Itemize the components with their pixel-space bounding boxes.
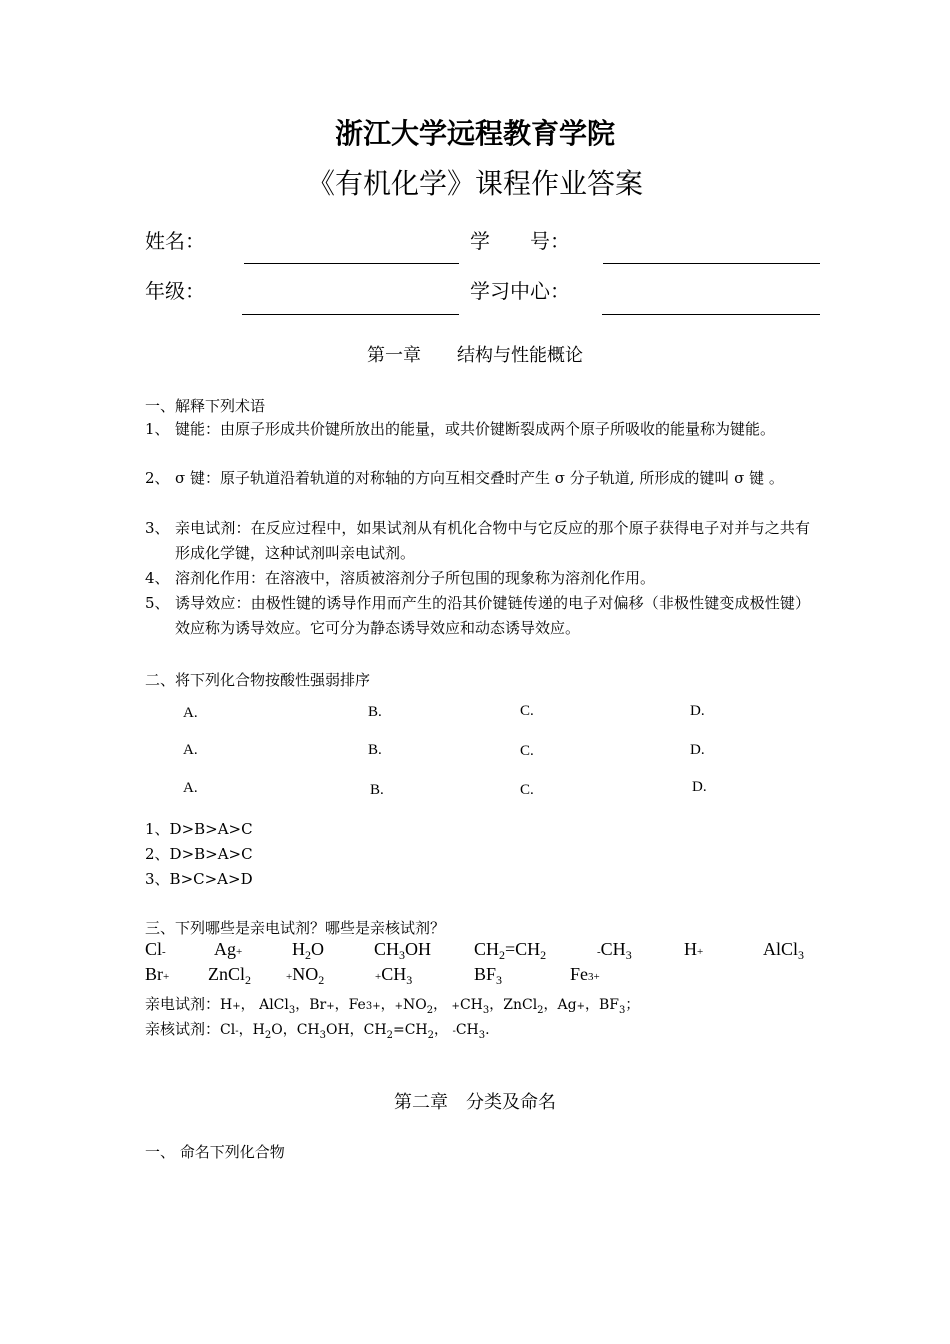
species-methanol: $CH_3OH$ xyxy=(374,939,432,962)
chapter1-title: 第一章 结构与性能概论 xyxy=(367,345,583,366)
option-2d: D. xyxy=(690,742,705,758)
term-text: 键能：由原子形成共价键所放出的能量，或共价键断裂成两个原子所吸收的能量称为键能。 xyxy=(175,420,776,438)
term-text: 溶剂化作用：在溶液中，溶质被溶剂分子所包围的现象称为溶剂化作用。 xyxy=(175,569,656,587)
student-id-label: 学 号： xyxy=(470,229,570,253)
option-2a: A. xyxy=(183,742,198,758)
species-fe3-cation: Fe3+ xyxy=(570,964,600,984)
term-number: 5、 xyxy=(145,594,170,612)
section1-heading: 一、解释下列术语 xyxy=(145,397,266,415)
term-item-3 xyxy=(145,516,810,566)
species-nitronium: $+NO_2$ xyxy=(286,964,325,987)
species-zncl2: ZnCl$_2$ xyxy=(208,964,252,987)
option-1c: C. xyxy=(520,703,534,719)
student-id-underline[interactable] xyxy=(603,263,820,264)
term-text: σ 键：原子轨道沿着轨道的对称轴的方向互相交叠时产生 σ 分子轨道, 所形成的键叫 σ 键 。 xyxy=(175,469,784,487)
answer-1: 1、D>B>A>C xyxy=(145,820,253,838)
species-ag-cation: Ag+ xyxy=(214,939,243,959)
species-cl-anion: Cl- xyxy=(145,939,166,959)
course-title: 《有机化学》课程作业答案 xyxy=(306,167,643,200)
term-number: 3、 xyxy=(145,519,170,537)
term-item-1 xyxy=(145,417,810,442)
option-1a: A. xyxy=(183,705,198,721)
center-underline[interactable] xyxy=(602,314,820,315)
section3-heading: 三、下列哪些是亲电试剂？哪些是亲核试剂？ xyxy=(145,919,446,937)
electrophile-answer: 亲电试剂：H+， AlCl$_3$，Br+，Fe3+，$+NO_2$， $+CH_3$，ZnCl$_2$，Ag+，$BF_3$； xyxy=(145,995,640,1016)
chapter2-title: 第二章 分类及命名 xyxy=(394,1092,556,1113)
name-label: 姓名： xyxy=(145,229,205,253)
term-text: 亲电试剂：在反应过程中，如果试剂从有机化合物中与它反应的那个原子获得电子对并与之共有形成化学键，这种试剂叫亲电试剂。 xyxy=(175,519,810,562)
species-ethene: $CH_2=CH_2$ xyxy=(474,939,547,962)
term-item-2 xyxy=(145,466,810,491)
species-methyl-anion: $-CH_3$ xyxy=(597,939,632,962)
term-number: 4、 xyxy=(145,569,170,587)
chapter2-section1-heading: 一、 命名下列化合物 xyxy=(145,1143,285,1161)
option-3d: D. xyxy=(692,779,707,795)
term-number: 2、 xyxy=(145,469,170,487)
option-3a: A. xyxy=(183,780,198,796)
species-alcl3: AlCl$_3$ xyxy=(763,939,805,962)
species-bf3: $BF_3$ xyxy=(474,964,503,987)
option-1b: B. xyxy=(368,704,382,720)
center-label: 学习中心： xyxy=(470,279,570,303)
grade-underline[interactable] xyxy=(242,314,459,315)
nucleophile-answer: 亲核试剂：Cl-，$H_2O$，$CH_3OH$，$CH_2=CH_2$， $-CH_3$. xyxy=(145,1020,490,1041)
option-3c: C. xyxy=(520,782,534,798)
grade-label: 年级： xyxy=(145,279,205,303)
answer-3: 3、B>C>A>D xyxy=(145,870,253,888)
term-item-4 xyxy=(145,566,810,591)
name-underline[interactable] xyxy=(244,263,459,264)
species-proton: H+ xyxy=(684,939,704,959)
section2-heading: 二、将下列化合物按酸性强弱排序 xyxy=(145,671,371,689)
species-water: $H_2O$ xyxy=(292,939,324,962)
option-2c: C. xyxy=(520,743,534,759)
term-text: 诱导效应：由极性键的诱导作用而产生的沿其价键链传递的电子对偏移（非极性键变成极性键）效应称为诱导效应。它可分为静态诱导效应和动态诱导效应。 xyxy=(175,594,810,637)
option-2b: B. xyxy=(368,742,382,758)
option-1d: D. xyxy=(690,703,705,719)
species-br-cation: Br+ xyxy=(145,964,170,984)
term-number: 1、 xyxy=(145,420,170,438)
species-methyl-cation: $+CH_3$ xyxy=(375,964,413,987)
answer-2: 2、D>B>A>C xyxy=(145,845,253,863)
institution-title: 浙江大学远程教育学院 xyxy=(334,117,615,150)
option-3b: B. xyxy=(370,782,384,798)
term-item-5 xyxy=(145,591,810,641)
